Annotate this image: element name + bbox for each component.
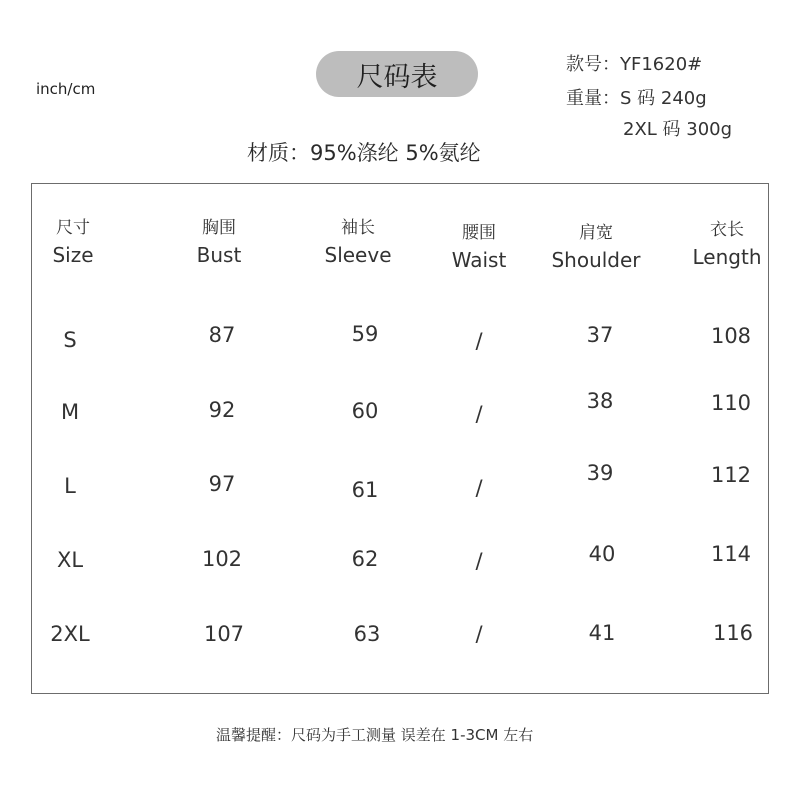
- cell-shoulder-2xl: 41: [588, 621, 616, 645]
- cell-waist-l: /: [475, 476, 483, 500]
- header-shoulder-cn: 肩宽: [579, 223, 613, 243]
- cell-size-xl: XL: [56, 548, 84, 572]
- cell-sleeve-2xl: 63: [353, 622, 381, 646]
- header-length: [693, 220, 762, 270]
- cell-waist-2xl: /: [475, 622, 483, 646]
- cell-bust-l: 97: [208, 472, 236, 496]
- cell-bust-xl: 102: [201, 547, 243, 571]
- size-table: [31, 183, 769, 694]
- header-sleeve-cn: 袖长: [340, 218, 375, 238]
- weight-s: 重量：S 码 240g: [566, 88, 707, 109]
- header-shoulder-en: Shoulder: [551, 248, 641, 273]
- cell-waist-s: /: [475, 329, 483, 353]
- cell-size-2xl: 2XL: [50, 622, 90, 646]
- cell-sleeve-l: 61: [351, 478, 379, 502]
- header-bust-en: Bust: [196, 243, 242, 268]
- style-number: 款号：YF1620#: [566, 54, 703, 75]
- cell-size-l: L: [64, 474, 76, 498]
- cell-shoulder-l: 39: [586, 461, 614, 485]
- measurement-note: 温馨提醒：尺码为手工测量 误差在 1-3CM 左右: [216, 726, 534, 744]
- cell-sleeve-xl: 62: [351, 547, 379, 571]
- cell-length-l: 112: [710, 463, 752, 487]
- header-sleeve-en: Sleeve: [324, 243, 392, 268]
- header-size-cn: 尺寸: [56, 218, 90, 238]
- header-shoulder: [551, 223, 640, 273]
- cell-sleeve-m: 60: [351, 399, 379, 423]
- cell-sleeve-s: 59: [351, 322, 379, 346]
- header-waist: [452, 223, 507, 273]
- cell-waist-xl: /: [475, 549, 483, 573]
- cell-shoulder-s: 37: [586, 323, 614, 347]
- header-sleeve: [324, 218, 391, 268]
- header-length-en: Length: [692, 245, 762, 270]
- cell-length-xl: 114: [710, 542, 752, 566]
- unit-label: inch/cm: [36, 80, 96, 98]
- cell-length-2xl: 116: [712, 621, 754, 645]
- size-chart-title: [316, 51, 478, 97]
- header-bust: [197, 218, 242, 268]
- cell-size-m: M: [60, 400, 80, 424]
- material-info: 材质：95%涤纶 5%氨纶: [247, 141, 481, 165]
- weight-2xl: 2XL 码 300g: [623, 119, 733, 140]
- cell-length-s: 108: [710, 324, 752, 348]
- header-waist-cn: 腰围: [461, 223, 496, 243]
- cell-bust-2xl: 107: [203, 622, 245, 646]
- header-length-cn: 衣长: [709, 220, 744, 240]
- header-size-en: Size: [52, 243, 94, 268]
- cell-shoulder-xl: 40: [588, 542, 616, 566]
- header-size: [52, 218, 93, 268]
- header-waist-en: Waist: [451, 248, 507, 273]
- title-text: 尺码表: [356, 61, 438, 93]
- cell-waist-m: /: [475, 402, 483, 426]
- cell-size-s: S: [63, 328, 77, 352]
- cell-bust-s: 87: [208, 323, 236, 347]
- cell-shoulder-m: 38: [586, 389, 614, 413]
- cell-length-m: 110: [710, 391, 752, 415]
- cell-bust-m: 92: [208, 398, 236, 422]
- header-bust-cn: 胸围: [201, 218, 236, 238]
